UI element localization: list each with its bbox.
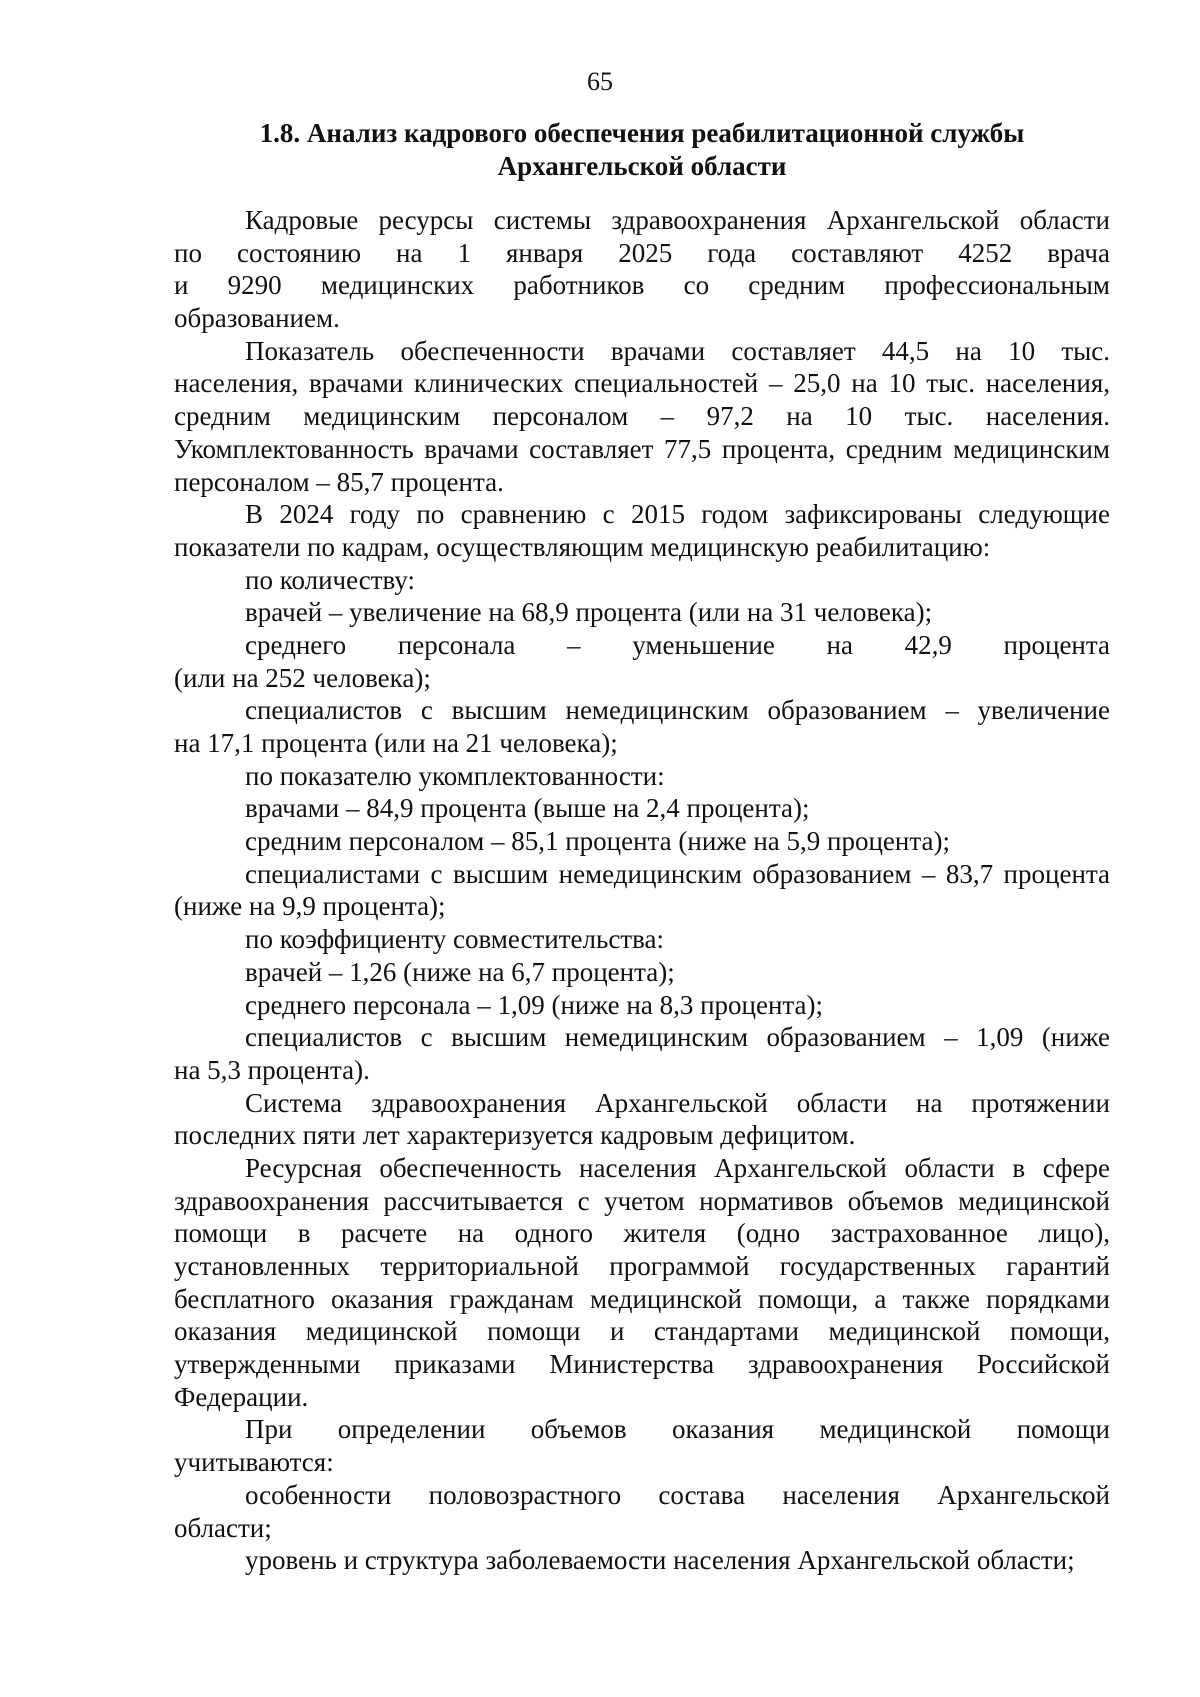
text-line: на 5,3 процента). <box>174 1054 370 1085</box>
text-line: населения, врачами клинических специальностей – 25,0 на 10 тыс. населения, <box>174 368 1110 399</box>
text-line: оказания медицинской помощи и стандартами медицинской помощи, <box>174 1316 1110 1347</box>
text-line: утвержденными приказами Министерства здравоохранения Российской <box>174 1349 1110 1380</box>
text-line: Ресурсная обеспеченность населения Архангельской области в сфере <box>245 1152 1110 1183</box>
text-line: При определении объемов оказания медицинской помощи <box>245 1414 1110 1445</box>
text-line: персоналом – 85,7 процента. <box>174 466 504 497</box>
text-line: на 17,1 процента (или на 21 человека); <box>174 728 618 758</box>
text-line: показатели по кадрам, осуществляющим медицинскую реабилитацию: <box>174 531 991 562</box>
text-line: Показатель обеспеченности врачами составляет 44,5 на 10 тыс. <box>245 335 1110 366</box>
text-line: по коэффициенту совместительства: <box>245 924 664 955</box>
text-line: среднего персонала – уменьшение на 42,9 процента <box>245 629 1110 660</box>
section-heading <box>174 117 1110 183</box>
text-line: по состоянию на 1 января 2025 года составляют 4252 врача <box>174 237 1110 268</box>
text-line: и 9290 медицинских работников со средним профессиональным <box>174 270 1110 301</box>
text-line: специалистов с высшим немедицинским образованием – 1,09 (ниже <box>245 1022 1110 1053</box>
text-line: Укомплектованность врачами составляет 77,5 процента, средним медицинским <box>174 433 1110 464</box>
text-line: средним медицинским персоналом – 97,2 на 10 тыс. населения. <box>174 401 1110 432</box>
text-line: врачей – увеличение на 68,9 процента (или на 31 человека); <box>245 597 933 628</box>
text-line: бесплатного оказания гражданам медицинской помощи, а также порядками <box>174 1283 1110 1314</box>
text-line: по количеству: <box>245 564 416 595</box>
text-line: образованием. <box>174 303 340 334</box>
text-line: врачами – 84,9 процента (выше на 2,4 процента); <box>245 793 810 824</box>
text-line: особенности половозрастного состава населения Архангельской <box>245 1479 1110 1510</box>
text-line: здравоохранения рассчитывается с учетом нормативов объемов медицинской <box>174 1185 1110 1216</box>
text-line: (ниже на 9,9 процента); <box>174 891 446 922</box>
section-heading-line-1: 1.8. Анализ кадрового обеспечения реабилитационной службы <box>259 118 1025 148</box>
text-line: установленных территориальной программой государственных гарантий <box>174 1251 1110 1281</box>
text-line: В 2024 году по сравнению с 2015 годом зафиксированы следующие <box>245 499 1110 530</box>
text-line: Федерации. <box>174 1381 309 1412</box>
text-line: по показателю укомплектованности: <box>245 760 665 791</box>
text-line: области; <box>174 1512 272 1543</box>
text-line: среднего персонала – 1,09 (ниже на 8,3 процента); <box>245 989 824 1020</box>
text-line: специалистами с высшим немедицинским образованием – 83,7 процента <box>245 858 1110 889</box>
text-line: (или на 252 человека); <box>174 662 431 693</box>
text-line: помощи в расчете на одного жителя (одно застрахованное лицо), <box>174 1218 1110 1249</box>
text-line: специалистов с высшим немедицинским образованием – увеличение <box>245 695 1110 726</box>
text-line: последних пяти лет характеризуется кадровым дефицитом. <box>174 1120 856 1151</box>
text-line: средним персоналом – 85,1 процента (ниже на 5,9 процента); <box>245 826 950 857</box>
body-text <box>174 204 1110 1577</box>
page-number: 65 <box>587 67 613 96</box>
text-line: врачей – 1,26 (ниже на 6,7 процента); <box>245 956 675 987</box>
text-line: учитываются: <box>174 1447 334 1478</box>
text-line: Система здравоохранения Архангельской области на протяжении <box>245 1087 1110 1118</box>
section-heading-line-2: Архангельской области <box>497 151 787 181</box>
text-line: Кадровые ресурсы системы здравоохранения Архангельской области <box>245 205 1110 235</box>
text-line: уровень и структура заболеваемости населения Архангельской области; <box>245 1545 1075 1576</box>
